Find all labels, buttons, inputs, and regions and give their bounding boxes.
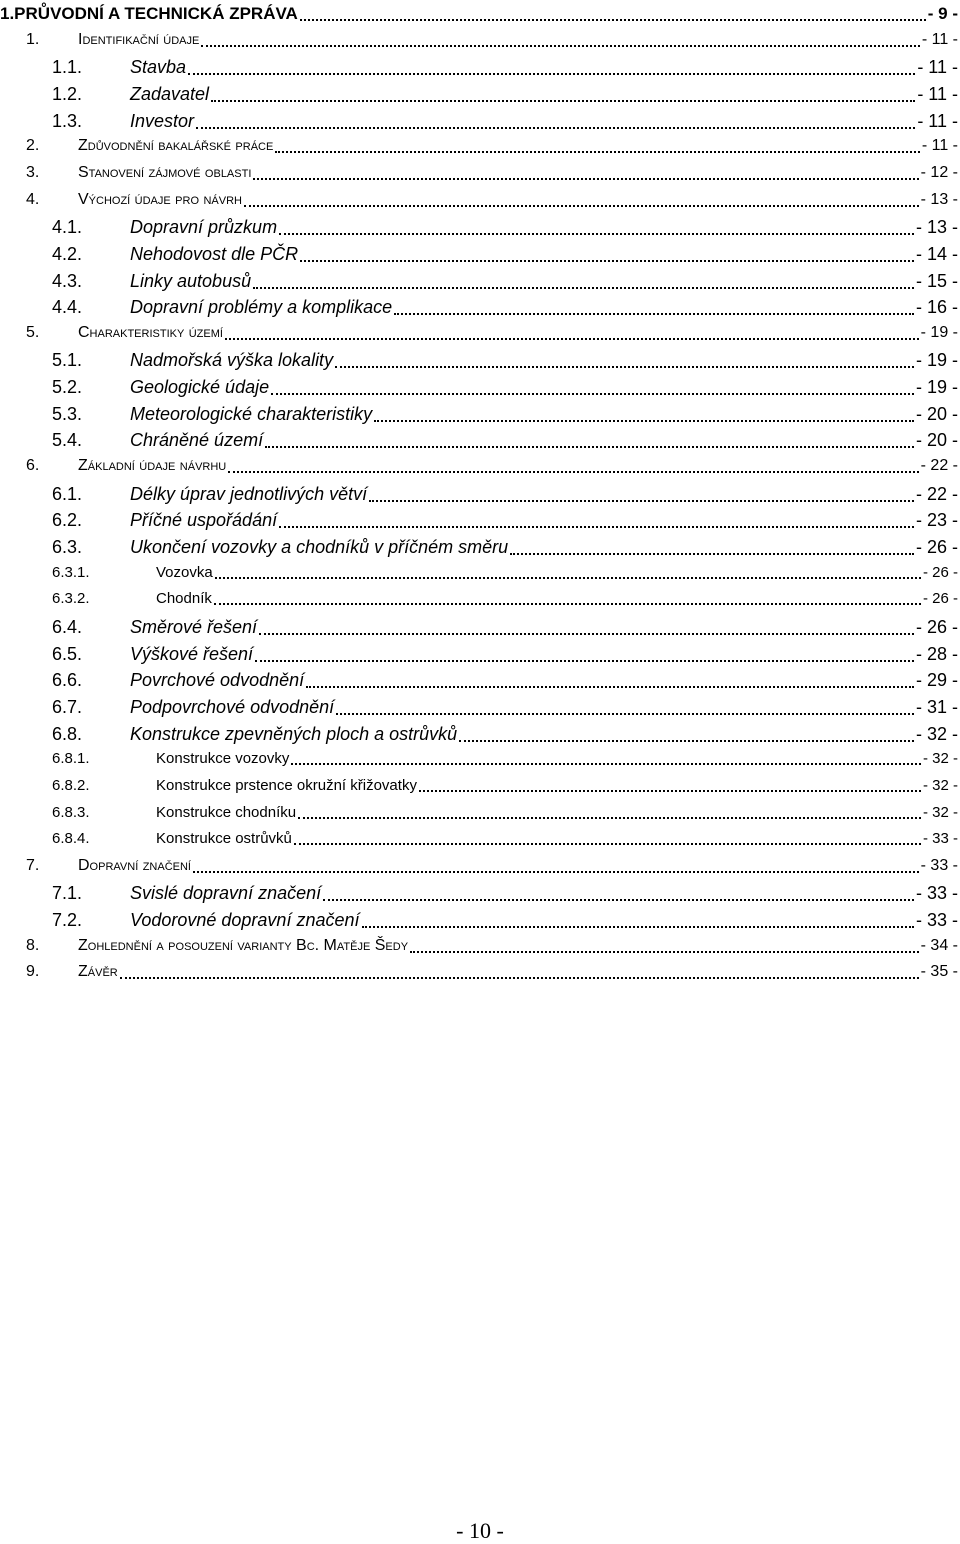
toc-entry-number: 6.3.1.	[52, 563, 90, 581]
toc-entry[interactable]	[0, 857, 960, 883]
toc-dot-leader	[335, 366, 914, 368]
toc-entry-page: - 22 -	[915, 483, 958, 504]
toc-dot-leader	[294, 843, 921, 845]
toc-entry-number: 5.	[26, 323, 40, 341]
toc-entry-number: 5.2.	[52, 377, 83, 398]
toc-entry[interactable]	[0, 617, 960, 643]
toc-entry-page: - 23 -	[915, 510, 958, 531]
toc-entry[interactable]	[0, 457, 960, 483]
toc-entry[interactable]	[0, 910, 960, 936]
toc-entry-title: Geologické údaje	[130, 377, 270, 398]
toc-entry[interactable]	[0, 537, 960, 563]
toc-entry-page: - 19 -	[915, 350, 958, 371]
toc-entry-page: - 14 -	[915, 243, 958, 264]
toc-entry-page: - 16 -	[915, 297, 958, 318]
toc-entry-title: Linky autobusů	[130, 270, 252, 291]
toc-entry-number: 5.4.	[52, 430, 83, 451]
toc-entry[interactable]	[0, 271, 960, 297]
toc-entry[interactable]	[0, 57, 960, 83]
page-number: - 10 -	[456, 1518, 504, 1543]
toc-entry-number: 4.2.	[52, 243, 83, 264]
toc-dot-leader	[255, 660, 914, 662]
toc-entry-page: - 11 -	[921, 137, 958, 155]
toc-entry-number: 6.4.	[52, 616, 83, 637]
toc-entry-title: Svislé dopravní značení	[130, 883, 322, 904]
toc-entry-title: Charakteristiky území	[78, 323, 223, 341]
toc-dot-leader	[279, 526, 914, 528]
toc-entry[interactable]	[0, 191, 960, 217]
toc-entry-number: 4.1.	[52, 217, 83, 238]
toc-dot-leader	[228, 471, 919, 473]
toc-dot-leader	[323, 899, 914, 901]
toc-entry-number: 6.8.4.	[52, 830, 90, 848]
toc-entry-number: 1.2.	[52, 83, 83, 104]
toc-entry-title: Stavba	[130, 57, 187, 78]
toc-entry-title: Směrové řešení	[130, 616, 258, 637]
toc-entry-page: - 32 -	[915, 723, 958, 744]
toc-entry-page: - 29 -	[915, 670, 958, 691]
toc-dot-leader	[336, 713, 914, 715]
toc-entry-page: - 20 -	[915, 403, 958, 424]
toc-entry-number: 6.5.	[52, 643, 83, 664]
toc-entry[interactable]	[0, 217, 960, 243]
toc-entry-number: 6.3.	[52, 537, 83, 557]
toc-entry-number: 8.	[26, 936, 40, 954]
toc-dot-leader	[410, 951, 919, 953]
toc-dot-leader	[291, 763, 921, 765]
toc-dot-leader	[369, 500, 914, 502]
toc-entry-title: Dopravní průzkum	[130, 217, 278, 238]
toc-entry-title: Chodník	[156, 590, 212, 608]
toc-entry-page: - 31 -	[915, 696, 958, 717]
toc-entry-title: Chráněné území	[130, 430, 264, 451]
toc-entry[interactable]	[0, 164, 960, 190]
toc-dot-leader	[306, 686, 914, 688]
toc-entry[interactable]	[0, 564, 960, 590]
toc-dot-leader	[225, 338, 919, 340]
toc-entry[interactable]	[0, 324, 960, 350]
toc-entry-number: 6.8.2.	[52, 776, 90, 794]
toc-entry-title: Investor	[130, 110, 195, 131]
toc-dot-leader	[459, 740, 914, 742]
toc-dot-leader	[201, 45, 920, 47]
toc-entry-number: 6.1.	[52, 483, 83, 504]
toc-entry-page: - 32 -	[922, 803, 958, 821]
toc-entry-title: Konstrukce chodníku	[156, 803, 297, 821]
toc-entry-title: Identifikační údaje	[78, 30, 200, 48]
toc-dot-leader	[298, 817, 921, 819]
toc-dot-leader	[244, 205, 919, 207]
toc-dot-leader	[265, 446, 914, 448]
toc-entry[interactable]	[0, 830, 960, 856]
toc-entry-page: - 26 -	[922, 563, 958, 581]
toc-entry[interactable]	[0, 670, 960, 696]
toc-dot-leader	[374, 420, 914, 422]
toc-entry-number: 2.	[26, 137, 40, 155]
toc-entry-number: 4.	[26, 190, 40, 208]
toc-entry-title: Zdůvodnění bakalářské práce	[78, 137, 274, 155]
toc-dot-leader	[120, 977, 919, 979]
toc-dot-leader	[510, 553, 914, 555]
toc-entry-title: Podpovrchové odvodnění	[130, 696, 335, 717]
toc-entry-title: Délky úprav jednotlivých větví	[130, 483, 368, 504]
toc-entry-page: - 13 -	[920, 190, 958, 208]
toc-entry[interactable]	[0, 111, 960, 137]
toc-entry-title: Nadmořská výška lokality	[130, 350, 334, 371]
toc-dot-leader	[253, 178, 919, 180]
toc-dot-leader	[271, 393, 914, 395]
toc-dot-leader	[419, 790, 921, 792]
toc-entry[interactable]	[0, 4, 960, 30]
toc-entry-number: 7.	[26, 856, 40, 874]
toc-entry-title: Výchozí údaje pro návrh	[78, 190, 242, 208]
toc-entry[interactable]	[0, 644, 960, 670]
toc-entry-title: Konstrukce prstence okružní křižovatky	[156, 776, 417, 794]
toc-entry-number: 6.3.2.	[52, 590, 90, 608]
toc-entry-page: - 11 -	[917, 57, 958, 78]
toc-entry-number: 4.4.	[52, 297, 83, 318]
toc-entry-title: Konstrukce zpevněných ploch a ostrůvků	[130, 723, 458, 744]
toc-entry[interactable]	[0, 510, 960, 536]
toc-dot-leader	[279, 233, 914, 235]
toc-entry-title: Zohlednění a posouzení varianty Bc. Matěje Šedy	[78, 936, 409, 954]
toc-entry-number: 6.	[26, 457, 40, 475]
toc-dot-leader	[300, 19, 926, 21]
toc-entry[interactable]	[0, 750, 960, 776]
toc-entry[interactable]	[0, 937, 960, 963]
toc-entry-page: - 26 -	[915, 616, 958, 637]
toc-dot-leader	[259, 633, 914, 635]
toc-entry-page: - 33 -	[920, 856, 958, 874]
toc-entry-page: - 33 -	[915, 883, 958, 904]
toc-entry[interactable]	[0, 484, 960, 510]
toc-entry-page: - 33 -	[922, 830, 958, 848]
toc-entry[interactable]	[0, 377, 960, 403]
toc-entry-title: Základní údaje návrhu	[78, 457, 227, 475]
toc-entry-page: - 11 -	[921, 30, 958, 48]
toc-entry-number: 6.6.	[52, 670, 83, 691]
toc-entry-title: Meteorologické charakteristiky	[130, 403, 373, 424]
toc-entry-title: Vodorovné dopravní značení	[130, 910, 360, 931]
toc-entry-number: 7.2.	[52, 910, 83, 931]
toc-entry-page: - 11 -	[917, 83, 958, 104]
toc-entry[interactable]	[0, 31, 960, 57]
toc-entry-number: 6.2.	[52, 510, 83, 531]
toc-entry-title: Vozovka	[156, 563, 213, 581]
toc-entry-title: Povrchové odvodnění	[130, 670, 305, 691]
toc-dot-leader	[275, 151, 920, 153]
toc-dot-leader	[211, 100, 915, 102]
toc-entry-number: 1.3.	[52, 110, 83, 131]
toc-entry-number: 6.8.3.	[52, 803, 90, 821]
toc-entry[interactable]	[0, 84, 960, 110]
toc-entry-title: Závěr	[78, 963, 118, 981]
toc-entry-page: - 19 -	[915, 377, 958, 398]
toc-entry-page: - 12 -	[920, 163, 958, 181]
toc-entry[interactable]	[0, 963, 960, 989]
toc-entry-title: Zadavatel	[130, 83, 210, 104]
toc-entry-title: Příčné uspořádání	[130, 510, 278, 531]
toc-entry-title: Výškové řešení	[130, 643, 254, 664]
toc-entry-number: 1.1.	[52, 57, 83, 78]
toc-dot-leader	[253, 287, 914, 289]
toc-entry-title: Konstrukce ostrůvků	[156, 830, 292, 848]
toc-entry-number: 9.	[26, 963, 40, 981]
toc-entry-page: - 35 -	[920, 963, 958, 981]
toc-entry-title: Konstrukce vozovky	[156, 750, 290, 768]
toc-dot-leader	[196, 127, 915, 129]
toc-entry[interactable]	[0, 590, 960, 616]
toc-entry-number: 1.	[26, 30, 40, 48]
toc-dot-leader	[215, 577, 921, 579]
toc-entry-number: 4.3.	[52, 270, 83, 291]
toc-entry-title: Stanovení zájmové oblasti	[78, 163, 252, 181]
toc-entry-page: - 32 -	[922, 776, 958, 794]
toc-entry-page: - 15 -	[915, 270, 958, 291]
toc-entry-page: - 28 -	[915, 643, 958, 664]
toc-entry-number: 5.1.	[52, 350, 83, 371]
toc-entry-page: - 32 -	[922, 750, 958, 768]
toc-entry[interactable]	[0, 297, 960, 323]
toc-entry-number: 6.8.	[52, 723, 83, 744]
toc-dot-leader	[214, 603, 921, 605]
toc-entry-number: 5.3.	[52, 403, 83, 424]
toc-entry-page: - 22 -	[920, 457, 958, 475]
toc-entry-page: - 9 -	[927, 4, 958, 23]
toc-entry[interactable]	[0, 244, 960, 270]
toc-entry-page: - 33 -	[915, 910, 958, 931]
toc-entry[interactable]	[0, 804, 960, 830]
toc-entry[interactable]	[0, 724, 960, 750]
toc-entry[interactable]	[0, 404, 960, 430]
toc-entry-page: - 26 -	[922, 590, 958, 608]
toc-entry-page: - 11 -	[917, 110, 958, 131]
toc-entry[interactable]	[0, 350, 960, 376]
toc-entry-page: - 19 -	[920, 323, 958, 341]
toc-dot-leader	[300, 260, 914, 262]
toc-entry-title: Dopravní značení	[78, 856, 191, 874]
toc-dot-leader	[394, 313, 914, 315]
toc-entry[interactable]	[0, 777, 960, 803]
toc-entry[interactable]	[0, 137, 960, 163]
toc-entry[interactable]	[0, 883, 960, 909]
toc-entry-title: Dopravní problémy a komplikace	[130, 297, 393, 318]
toc-entry-page: - 20 -	[915, 430, 958, 451]
toc-entry-title: Ukončení vozovky a chodníků v příčném směru	[130, 537, 509, 557]
toc-entry-title: 1.PRŮVODNÍ A TECHNICKÁ ZPRÁVA	[0, 4, 298, 23]
toc-dot-leader	[193, 871, 919, 873]
toc-entry-page: - 34 -	[920, 936, 958, 954]
toc-entry-page: - 13 -	[915, 217, 958, 238]
toc-dot-leader	[362, 926, 914, 928]
toc-entry-page: - 26 -	[915, 537, 958, 557]
toc-entry-number: 3.	[26, 163, 40, 181]
toc-dot-leader	[188, 73, 915, 75]
toc-entry[interactable]	[0, 697, 960, 723]
toc-entry-number: 7.1.	[52, 883, 83, 904]
toc-entry[interactable]	[0, 430, 960, 456]
toc-entry-number: 6.8.1.	[52, 750, 90, 768]
toc-entry-number: 6.7.	[52, 696, 83, 717]
toc-entry-title: Nehodovost dle PČR	[130, 243, 299, 264]
